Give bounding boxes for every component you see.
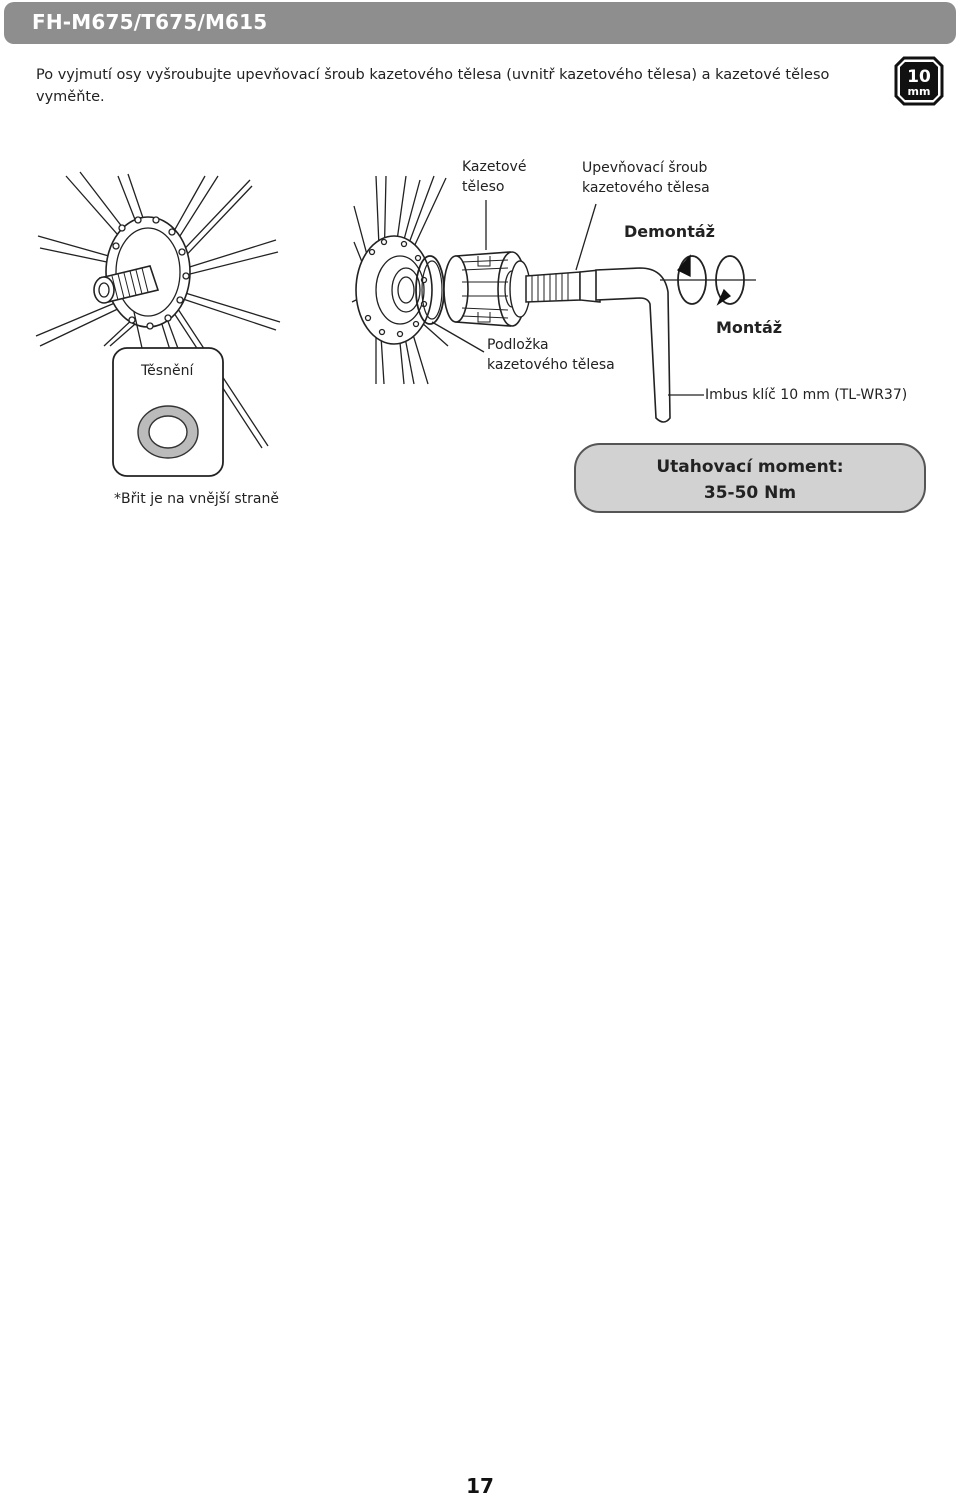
badge-unit: mm xyxy=(907,85,931,98)
model-title: FH-M675/T675/M615 xyxy=(32,10,268,34)
fixing-bolt-label-line1: Upevňovací šroub xyxy=(582,160,708,176)
seal-note: *Břit je na vnější straně xyxy=(114,491,279,507)
fixing-bolt-label-line2: kazetového tělesa xyxy=(582,180,710,196)
seal-label: Těsnění xyxy=(141,363,194,379)
hex-wrench-shape xyxy=(596,268,670,422)
torque-label: Utahovací moment: xyxy=(656,457,844,477)
instruction-text: Po vyjmutí osy vyšroubujte upevňovací šroub kazetového tělesa (uvnitř kazetového tělesa) a kazetové těleso vyměňte. xyxy=(36,67,830,105)
washer-label-line2: kazetového tělesa xyxy=(487,357,615,373)
torque-value: 35-50 Nm xyxy=(703,483,797,503)
washer-label-line1: Podložka xyxy=(487,337,549,353)
hex-wrench-label: Imbus klíč 10 mm (TL-WR37) xyxy=(705,387,908,403)
freehub-body-label-line1: Kazetové xyxy=(462,159,527,175)
badge-number: 10 xyxy=(907,67,931,87)
rotation-arrows xyxy=(660,256,756,304)
freehub-body xyxy=(444,252,530,326)
installation-label: Montáž xyxy=(716,318,783,337)
page-number: 17 xyxy=(466,1474,494,1498)
torque-spec-box xyxy=(574,443,926,513)
removal-label: Demontáž xyxy=(624,222,715,241)
fixing-bolt xyxy=(526,270,600,302)
freehub-body-label-line2: těleso xyxy=(462,179,505,195)
